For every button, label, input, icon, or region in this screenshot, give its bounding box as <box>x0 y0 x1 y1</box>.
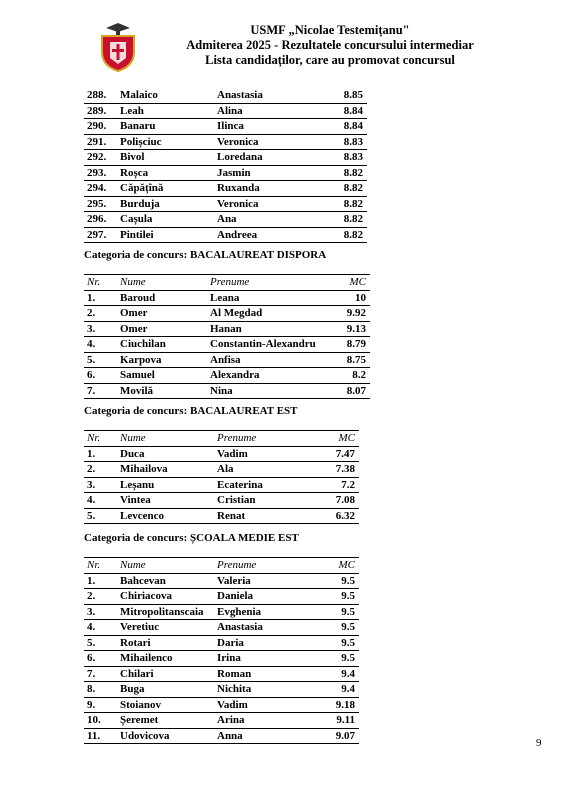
cell-mc: 8.82 <box>343 197 363 210</box>
cell-nume: Movilă <box>120 384 153 397</box>
cell-mc: 8.2 <box>352 369 366 381</box>
cell-prenume: Nina <box>210 384 233 397</box>
cell-nr: 3. <box>87 322 96 335</box>
header-subtitle: Lista candidaților, care au promovat concursul <box>205 53 455 67</box>
university-crest-icon <box>96 22 140 72</box>
cell-prenume: Arina <box>217 714 245 726</box>
table-row <box>84 682 359 698</box>
table-row <box>84 306 370 322</box>
results-table-continued <box>84 88 367 243</box>
cell-nr: 2. <box>87 463 96 475</box>
table-row <box>84 446 359 462</box>
column-header-mc: MC <box>338 432 355 444</box>
cell-prenume: Valeria <box>217 574 251 587</box>
cell-nr: 11. <box>87 729 101 742</box>
cell-mc: 9.13 <box>346 322 366 335</box>
table-row <box>84 88 367 103</box>
cell-prenume: Alina <box>217 104 243 117</box>
results-table-scoala-medie-est <box>84 557 359 744</box>
column-header-nume: Nume <box>120 432 146 444</box>
cell-nume: Banaru <box>120 120 156 132</box>
column-header-mc: MC <box>349 276 366 288</box>
table-row <box>84 493 359 509</box>
cell-nr: 7. <box>87 384 96 397</box>
column-header-nume: Nume <box>120 276 146 288</box>
cell-nr: 292. <box>87 151 107 163</box>
cell-mc: 9.5 <box>341 621 355 633</box>
table-row <box>84 697 359 713</box>
cell-nume: Malaico <box>120 89 158 101</box>
table-row <box>84 713 359 729</box>
cell-mc: 7.2 <box>341 478 355 491</box>
cell-prenume: Nichita <box>217 683 252 695</box>
header-title: Admiterea 2025 - Rezultatele concursului intermediar <box>186 38 474 52</box>
cell-mc: 9.5 <box>341 605 355 618</box>
cell-nr: 5. <box>87 636 96 649</box>
cell-nr: 5. <box>87 509 96 522</box>
cell-prenume: Leana <box>210 291 240 304</box>
cell-mc: 8.85 <box>343 89 363 101</box>
table-row <box>84 352 370 368</box>
cell-prenume: Anastasia <box>217 621 263 633</box>
cell-prenume: Hanan <box>210 322 242 335</box>
cell-nume: Karpova <box>120 353 162 366</box>
cell-prenume: Anfisa <box>210 353 241 366</box>
cell-prenume: Vadim <box>217 698 248 711</box>
table-row <box>84 589 359 605</box>
cell-nr: 289. <box>87 104 107 117</box>
results-table-bacalaureat-diaspora <box>84 274 370 399</box>
cell-mc: 8.82 <box>343 166 363 179</box>
cell-nr: 5. <box>87 353 96 366</box>
cell-nume: Udovicova <box>120 729 170 742</box>
cell-nr: 297. <box>87 228 107 241</box>
table-row <box>84 368 370 384</box>
cell-mc: 8.07 <box>346 384 366 397</box>
cell-nume: Roșca <box>120 166 149 179</box>
table-row <box>84 477 359 493</box>
cell-nume: Pintilei <box>120 228 154 241</box>
cell-nr: 1. <box>87 447 96 460</box>
table-row <box>84 383 370 399</box>
cell-prenume: Daria <box>217 636 244 649</box>
cell-nume: Veretiuc <box>120 621 160 633</box>
cell-prenume: Ilinca <box>217 120 244 132</box>
cell-nr: 290. <box>87 120 107 132</box>
cell-nr: 1. <box>87 291 96 304</box>
cell-nr: 4. <box>87 621 96 633</box>
table-row <box>84 321 370 337</box>
table-header-row <box>84 558 359 574</box>
section-title-bacalaureat-diaspora: Categoria de concurs: BACALAUREAT DISPORA <box>84 249 327 261</box>
cell-prenume: Andreea <box>217 228 258 241</box>
cell-mc: 9.07 <box>335 729 355 742</box>
cell-prenume: Veronica <box>217 197 259 210</box>
cell-nume: Omer <box>120 307 148 319</box>
cell-nr: 4. <box>87 494 96 506</box>
cell-prenume: Ecaterina <box>217 478 263 491</box>
cell-prenume: Veronica <box>217 135 259 148</box>
table-row <box>84 165 367 181</box>
cell-mc: 9.5 <box>341 590 355 602</box>
cell-nr: 4. <box>87 338 96 350</box>
cell-nume: Omer <box>120 322 148 335</box>
table-row <box>84 337 370 353</box>
cell-nr: 295. <box>87 197 107 210</box>
cell-nr: 6. <box>87 652 96 664</box>
cell-prenume: Cristian <box>217 494 256 506</box>
cell-nr: 6. <box>87 369 96 381</box>
cell-prenume: Al Megdad <box>210 307 263 319</box>
table-row <box>84 134 367 150</box>
table-row <box>84 635 359 651</box>
cell-nr: 294. <box>87 182 107 194</box>
cell-mc: 9.92 <box>346 307 366 319</box>
cell-mc: 10 <box>355 291 366 304</box>
cell-nr: 2. <box>87 590 96 602</box>
cell-mc: 9.5 <box>341 574 355 587</box>
section-title-scoala-medie-est: Categoria de concurs: ȘCOALA MEDIE EST <box>84 532 299 544</box>
cell-mc: 7.47 <box>335 447 355 460</box>
table-header-row <box>84 431 359 447</box>
cell-nr: 3. <box>87 478 96 491</box>
cell-prenume: Jasmin <box>217 166 251 179</box>
cell-mc: 9.4 <box>341 683 355 695</box>
cell-nume: Chiriacova <box>120 590 172 602</box>
cell-mc: 8.84 <box>343 120 363 132</box>
cell-prenume: Ruxanda <box>217 182 260 194</box>
table-row <box>84 651 359 667</box>
table-row <box>84 119 367 135</box>
section-title-bacalaureat-est: Categoria de concurs: BACALAUREAT EST <box>84 405 298 417</box>
column-header-prenume: Prenume <box>210 276 250 288</box>
cell-prenume: Irina <box>217 652 241 664</box>
cell-nume: Mihailenco <box>120 652 173 664</box>
cell-nume: Burduja <box>120 197 160 210</box>
cell-prenume: Daniela <box>217 590 254 602</box>
cell-nume: Mihailova <box>120 463 168 475</box>
column-header-nr: Nr. <box>87 432 101 444</box>
table-row <box>84 290 370 306</box>
cell-nume: Bahcevan <box>120 574 166 587</box>
cell-prenume: Constantin-Alexandru <box>210 338 316 350</box>
cell-nr: 8. <box>87 683 96 695</box>
cell-mc: 8.82 <box>343 182 363 194</box>
cell-nume: Baroud <box>120 291 156 304</box>
column-header-nr: Nr. <box>87 276 101 288</box>
cell-prenume: Ala <box>217 463 234 475</box>
cell-nume: Samuel <box>120 369 155 381</box>
cell-nume: Bivol <box>120 151 145 163</box>
cell-mc: 8.82 <box>343 213 363 225</box>
cell-nr: 7. <box>87 667 96 680</box>
column-header-prenume: Prenume <box>217 559 257 571</box>
cell-nr: 288. <box>87 89 107 101</box>
cell-mc: 8.84 <box>343 104 363 117</box>
cell-mc: 9.11 <box>336 714 355 726</box>
cell-mc: 9.5 <box>341 636 355 649</box>
cell-nume: Căpățînă <box>120 182 164 194</box>
table-row <box>84 462 359 478</box>
cell-mc: 8.75 <box>346 353 366 366</box>
cell-mc: 9.4 <box>341 667 355 680</box>
cell-prenume: Anna <box>217 729 243 742</box>
cell-nr: 293. <box>87 166 107 179</box>
column-header-prenume: Prenume <box>217 432 257 444</box>
column-header-nume: Nume <box>120 559 146 571</box>
cell-prenume: Vadim <box>217 447 248 460</box>
table-row <box>84 728 359 744</box>
cell-prenume: Anastasia <box>217 89 263 101</box>
table-row <box>84 227 367 243</box>
cell-prenume: Renat <box>217 509 246 522</box>
cell-nume: Levcenco <box>120 509 164 522</box>
cell-mc: 8.83 <box>343 135 363 148</box>
cell-nr: 3. <box>87 605 96 618</box>
header-institution: USMF „Nicolae Testemițanu" <box>250 23 410 37</box>
table-row <box>84 573 359 589</box>
table-row <box>84 604 359 620</box>
table-row <box>84 666 359 682</box>
column-header-nr: Nr. <box>87 559 101 571</box>
cell-nr: 2. <box>87 307 96 319</box>
cell-nume: Rotari <box>120 636 151 649</box>
cell-mc: 8.82 <box>343 228 363 241</box>
cell-nume: Vintea <box>120 494 151 506</box>
table-row <box>84 212 367 228</box>
cell-nr: 10. <box>87 714 101 726</box>
cell-mc: 7.38 <box>335 463 355 475</box>
cell-nr: 296. <box>87 213 107 225</box>
table-header-row <box>84 275 370 291</box>
table-row <box>84 508 359 524</box>
cell-nume: Leah <box>120 104 144 117</box>
table-row <box>84 620 359 636</box>
cell-mc: 8.83 <box>343 151 363 163</box>
cell-nume: Buga <box>120 683 145 695</box>
table-row <box>84 196 367 212</box>
cell-prenume: Evghenia <box>217 605 262 618</box>
cell-nr: 1. <box>87 574 96 587</box>
cell-nume: Stoianov <box>120 698 161 711</box>
table-row <box>84 150 367 166</box>
cell-prenume: Loredana <box>217 151 263 163</box>
cell-nr: 9. <box>87 698 96 711</box>
cell-mc: 7.08 <box>335 494 355 506</box>
page-number: 9 <box>536 737 542 749</box>
cell-prenume: Roman <box>217 667 252 680</box>
cell-nr: 291. <box>87 135 107 148</box>
document-header <box>150 23 510 68</box>
cell-prenume: Ana <box>217 213 237 225</box>
cell-nume: Mitropolitanscaia <box>120 605 204 618</box>
cell-nume: Duca <box>120 447 145 460</box>
cell-prenume: Alexandra <box>210 369 260 381</box>
cell-nume: Ciuchilan <box>120 338 166 350</box>
cell-nume: Chilari <box>120 667 154 680</box>
cell-mc: 9.5 <box>341 652 355 664</box>
cell-nume: Leșanu <box>120 478 155 491</box>
table-row <box>84 181 367 197</box>
cell-nume: Cașula <box>120 213 153 225</box>
column-header-mc: MC <box>338 559 355 571</box>
cell-mc: 9.18 <box>335 698 355 711</box>
table-row <box>84 103 367 119</box>
results-table-bacalaureat-est <box>84 430 359 524</box>
cell-nume: Șeremet <box>120 714 159 726</box>
cell-mc: 8.79 <box>346 338 366 350</box>
cell-nume: Polișciuc <box>120 135 162 148</box>
cell-mc: 6.32 <box>335 509 355 522</box>
